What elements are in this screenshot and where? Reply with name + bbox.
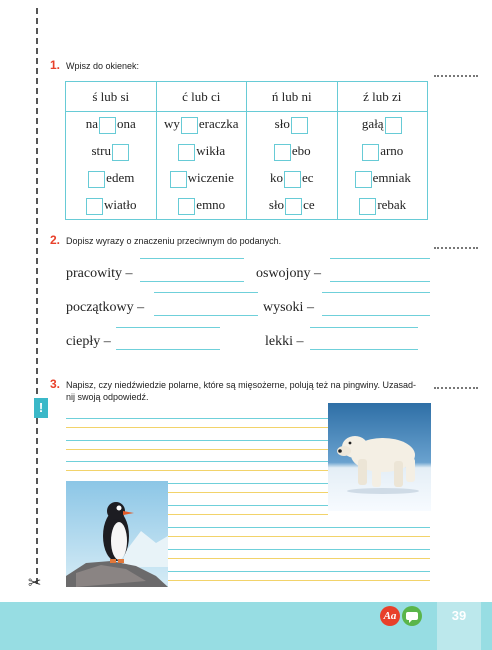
letter-box[interactable] <box>362 144 379 161</box>
writing-line <box>66 440 328 441</box>
writing-line <box>168 483 328 484</box>
table-cell <box>156 166 247 193</box>
letter-box[interactable] <box>88 171 105 188</box>
word-prefix: stru <box>91 143 111 159</box>
task2-instruction: Dopisz wyrazy o znaczeniu przeciwnym do podanych. <box>66 236 282 246</box>
writing-line <box>168 514 328 515</box>
letter-box[interactable] <box>385 117 402 134</box>
table-row <box>66 112 428 139</box>
word-suffix: wikła <box>196 143 226 159</box>
table-cell <box>337 112 428 139</box>
writing-line <box>66 427 328 428</box>
task2-number: 2. <box>50 233 61 247</box>
table-cell <box>337 166 428 193</box>
writing-line <box>168 536 430 537</box>
table-cell <box>66 112 157 139</box>
word-poczatkowy: początkowy – <box>66 300 145 315</box>
writing-line <box>66 418 328 419</box>
writing-line <box>66 470 328 471</box>
letter-box[interactable] <box>178 198 195 215</box>
writing-line <box>168 505 328 506</box>
table-cell <box>337 139 428 166</box>
word-suffix: wiatło <box>104 196 137 212</box>
answer-line-side <box>434 75 478 77</box>
letter-box[interactable] <box>291 117 308 134</box>
word-suffix: emniak <box>372 170 411 186</box>
letters-table <box>65 81 428 220</box>
letter-box[interactable] <box>112 144 129 161</box>
task1-number: 1. <box>50 58 61 72</box>
answer-line <box>330 258 430 259</box>
word-suffix: ebo <box>291 143 311 159</box>
letter-box[interactable] <box>99 117 116 134</box>
word-prefix: na <box>85 116 98 132</box>
word-wysoki: wysoki – <box>263 300 314 315</box>
table-cell <box>247 112 338 139</box>
word-prefix: sło <box>274 116 290 132</box>
scissors-icon: ✂ <box>28 573 42 592</box>
writing-line <box>168 571 430 572</box>
writing-line <box>168 527 430 528</box>
word-suffix: arno <box>380 143 404 159</box>
word-lekki: lekki – <box>265 334 304 349</box>
polar-bear-photo <box>328 403 431 511</box>
task1-instruction: Wpisz do okienek: <box>66 61 140 71</box>
answer-line[interactable] <box>140 281 244 282</box>
table-cell <box>247 139 338 166</box>
table-header: ń lub ni <box>247 82 338 112</box>
table-row <box>66 139 428 166</box>
writing-line <box>168 558 430 559</box>
word-suffix: rebak <box>377 196 407 212</box>
table-cell <box>247 193 338 220</box>
table-cell <box>66 193 157 220</box>
answer-line[interactable] <box>116 349 220 350</box>
word-prefix: sło <box>268 196 285 212</box>
word-prefix: wy <box>163 116 180 132</box>
table-row <box>66 193 428 220</box>
letter-box[interactable] <box>86 198 103 215</box>
answer-line-side <box>434 387 478 389</box>
letter-box[interactable] <box>359 198 376 215</box>
answer-line[interactable] <box>154 315 258 316</box>
answer-line <box>140 258 244 259</box>
task3-number: 3. <box>50 377 61 391</box>
answer-line <box>322 292 430 293</box>
table-cell <box>337 193 428 220</box>
table-cell <box>156 193 247 220</box>
letter-box[interactable] <box>274 144 291 161</box>
answer-line <box>154 292 258 293</box>
exclamation-badge: ! <box>34 398 48 418</box>
letters-icon: Aa <box>380 606 400 626</box>
writing-line <box>168 492 328 493</box>
table-header: ć lub ci <box>156 82 247 112</box>
word-suffix: wiczenie <box>187 170 234 186</box>
word-suffix: emno <box>196 196 226 212</box>
writing-line <box>66 461 328 462</box>
table-header: ś lub si <box>66 82 157 112</box>
writing-line <box>168 549 430 550</box>
word-suffix: ce <box>303 196 315 212</box>
table-cell <box>156 139 247 166</box>
writing-line <box>168 580 430 581</box>
word-suffix: edem <box>106 170 135 186</box>
answer-line[interactable] <box>310 349 418 350</box>
letter-box[interactable] <box>181 117 198 134</box>
table-cell <box>156 112 247 139</box>
table-cell <box>66 139 157 166</box>
letter-box[interactable] <box>284 171 301 188</box>
cut-line <box>36 8 38 584</box>
word-pracowity: pracowity – <box>66 266 133 281</box>
letter-box[interactable] <box>355 171 372 188</box>
word-prefix: ko <box>269 170 283 186</box>
letter-box[interactable] <box>285 198 302 215</box>
word-suffix: ona <box>117 116 136 132</box>
answer-line <box>116 327 220 328</box>
table-cell <box>247 166 338 193</box>
answer-line[interactable] <box>330 281 430 282</box>
task3-instruction-line1: Napisz, czy niedźwiedzie polarne, które są mięsożerne, polują też na pingwiny. Uzasad- <box>66 380 417 390</box>
answer-line[interactable] <box>322 315 430 316</box>
answer-line <box>310 327 418 328</box>
task3-instruction-line2: nij swoją odpowiedź. <box>66 392 149 402</box>
writing-line <box>66 449 328 450</box>
penguin-photo <box>66 481 168 587</box>
table-row <box>66 166 428 193</box>
word-cieply: ciepły – <box>66 334 111 349</box>
answer-line-side <box>434 247 478 249</box>
letter-box[interactable] <box>170 171 187 188</box>
word-suffix: ec <box>301 170 314 186</box>
letter-box[interactable] <box>178 144 195 161</box>
speech-icon <box>402 606 422 626</box>
word-suffix: eraczka <box>198 116 239 132</box>
table-cell <box>66 166 157 193</box>
word-prefix: gałą <box>361 116 384 132</box>
table-header: ź lub zi <box>337 82 428 112</box>
page-number: 39 <box>451 608 467 623</box>
word-oswojony: oswojony – <box>256 266 321 281</box>
